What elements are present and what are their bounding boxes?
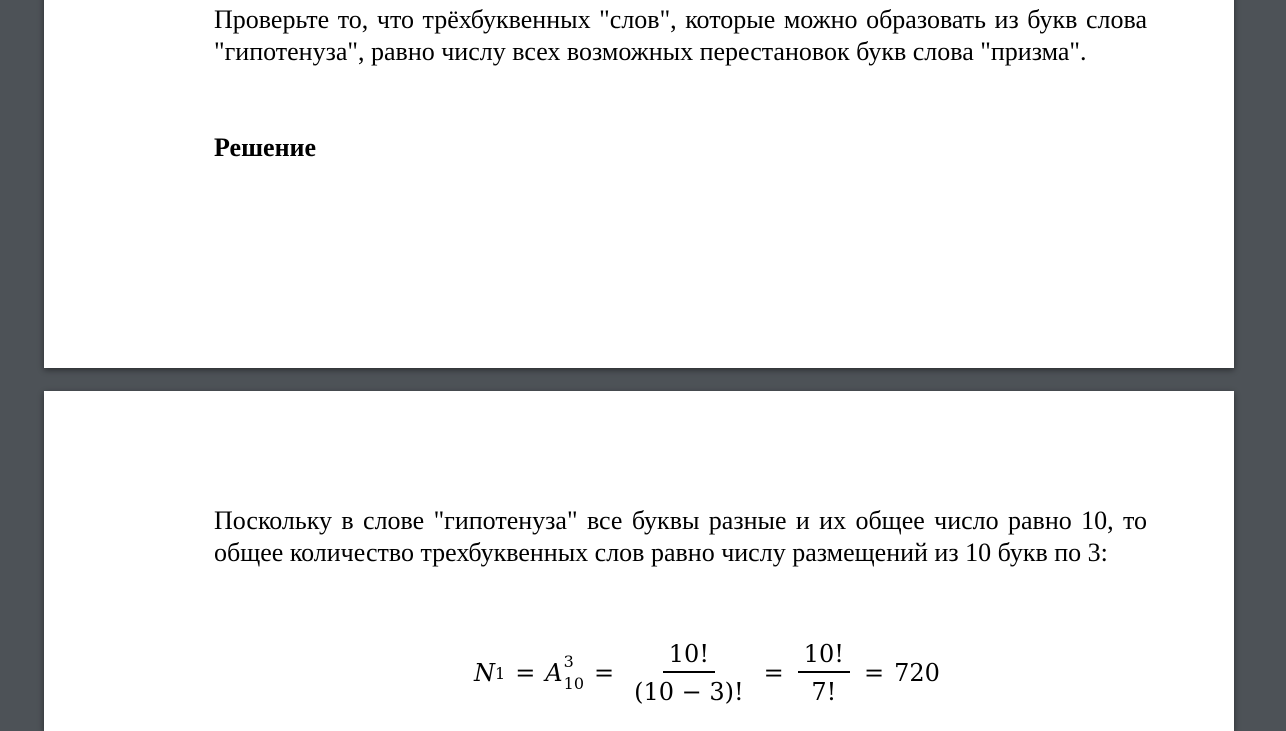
formula-result: 720: [894, 659, 940, 687]
arrangement-formula: [474, 633, 940, 713]
formula-a-indices: [563, 652, 584, 693]
document-page-2: [44, 391, 1234, 731]
fraction-1-denominator: (10 − 3)!: [634, 678, 744, 706]
formula-equals-2: =: [594, 659, 615, 687]
formula-equals-1: =: [515, 659, 536, 687]
formula-n-var: N: [474, 659, 495, 687]
fraction-2-numerator: 10!: [798, 641, 850, 673]
solution-paragraph: Поскольку в слове "гипотенуза" все буквы разные и их общее число равно 10, то общее количество трехбуквенных слов равно числу размещений из 10 букв по 3:: [214, 506, 1147, 567]
formula-n-subscript: 1: [495, 663, 506, 683]
formula-fraction-2: [798, 641, 850, 705]
task-paragraph: Проверьте то, что трёхбуквенных "слов", которые можно образовать из букв слова "гипотенуза", равно числу всех возможных перестановок букв слова "призма".: [214, 5, 1147, 66]
formula-equals-4: =: [863, 659, 885, 687]
fraction-2-denominator: 7!: [811, 678, 837, 706]
solution-heading: Решение: [214, 133, 317, 162]
formula-fraction-1: [628, 641, 750, 705]
document-page-1: [44, 0, 1234, 368]
formula-a-subscript: 10: [563, 674, 584, 693]
formula-a-superscript: 3: [563, 652, 574, 671]
fraction-1-numerator: 10!: [663, 641, 715, 673]
formula-equals-3: =: [763, 659, 784, 687]
formula-a-var: A: [545, 659, 563, 687]
